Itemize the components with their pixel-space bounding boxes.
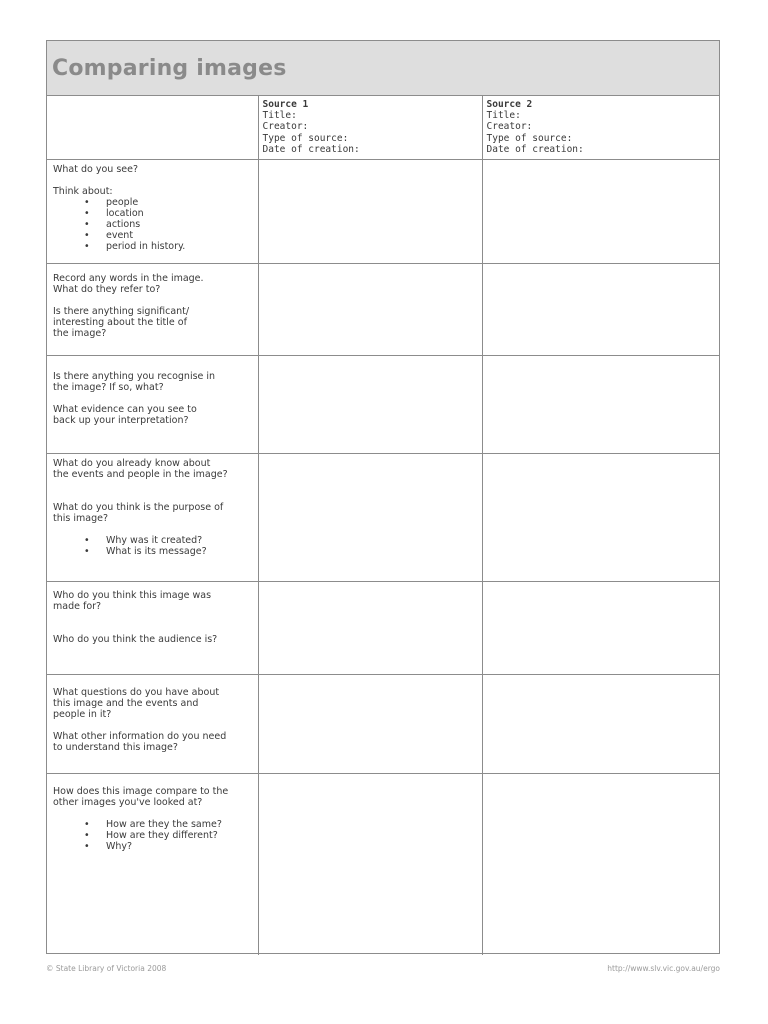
source-1-answer-cell[interactable] bbox=[258, 159, 482, 263]
question-cell bbox=[47, 453, 258, 581]
list-item: • period in history. bbox=[53, 241, 252, 252]
list-item: • What is its message? bbox=[53, 546, 252, 557]
question-text: Think about: bbox=[53, 185, 113, 197]
question-text: Is there anything significant/ interesting about the title of the image? bbox=[53, 305, 190, 339]
question-text: Is there anything you recognise in the image? If so, what? bbox=[53, 370, 216, 393]
header-empty-cell bbox=[47, 96, 258, 159]
source-1-answer-cell[interactable] bbox=[258, 453, 482, 581]
list-item: • event bbox=[53, 230, 252, 241]
table-row bbox=[47, 453, 719, 581]
list-item: • Why? bbox=[53, 841, 252, 852]
question-text: What do you see? bbox=[53, 163, 138, 175]
source-field-creator: Creator: bbox=[262, 121, 309, 133]
table-row bbox=[47, 159, 719, 263]
bullet-list bbox=[53, 535, 252, 557]
source-field-date: Date of creation: bbox=[262, 143, 360, 155]
source-field-title: Title: bbox=[262, 110, 297, 122]
source-heading: Source 2 bbox=[486, 99, 533, 110]
list-item: • How are they the same? bbox=[53, 819, 252, 830]
question-cell bbox=[47, 355, 258, 453]
source-2-answer-cell[interactable] bbox=[482, 263, 719, 355]
worksheet bbox=[46, 40, 720, 954]
question-cell bbox=[47, 581, 258, 674]
source-field-creator: Creator: bbox=[486, 121, 533, 133]
question-cell bbox=[47, 773, 258, 955]
question-text: Who do you think this image was made for? bbox=[53, 589, 212, 612]
source-field-type: Type of source: bbox=[262, 132, 349, 144]
question-text: What evidence can you see to back up your interpretation? bbox=[53, 403, 197, 426]
source-2-answer-cell[interactable] bbox=[482, 773, 719, 955]
question-text: What do you think is the purpose of this image? bbox=[53, 501, 224, 524]
list-item: • Why was it created? bbox=[53, 535, 252, 546]
source-heading: Source 1 bbox=[262, 99, 309, 110]
list-item: • How are they different? bbox=[53, 830, 252, 841]
source-2-answer-cell[interactable] bbox=[482, 581, 719, 674]
page-title: Comparing images bbox=[52, 55, 287, 81]
source-2-answer-cell[interactable] bbox=[482, 355, 719, 453]
source-field-type: Type of source: bbox=[486, 132, 573, 144]
source-1-answer-cell[interactable] bbox=[258, 263, 482, 355]
source-1-answer-cell[interactable] bbox=[258, 674, 482, 773]
source-2-answer-cell[interactable] bbox=[482, 674, 719, 773]
table-row bbox=[47, 355, 719, 453]
question-text: What other information do you need to understand this image? bbox=[53, 730, 227, 753]
table-row bbox=[47, 674, 719, 773]
source-2-answer-cell[interactable] bbox=[482, 453, 719, 581]
bullet-list bbox=[53, 197, 252, 252]
source-field-title: Title: bbox=[486, 110, 521, 122]
question-cell bbox=[47, 159, 258, 263]
comparison-table bbox=[47, 96, 719, 955]
list-item: • people bbox=[53, 197, 252, 208]
source-1-answer-cell[interactable] bbox=[258, 581, 482, 674]
table-row bbox=[47, 581, 719, 674]
footer-copyright: © State Library of Victoria 2008 bbox=[46, 964, 167, 973]
list-item: • actions bbox=[53, 219, 252, 230]
table-row bbox=[47, 773, 719, 955]
table-header-row bbox=[47, 96, 719, 159]
bullet-list bbox=[53, 819, 252, 852]
source-1-answer-cell[interactable] bbox=[258, 773, 482, 955]
source-1-header bbox=[258, 96, 482, 159]
question-text: What do you already know about the events and people in the image? bbox=[53, 457, 228, 480]
source-2-header bbox=[482, 96, 719, 159]
table-row bbox=[47, 263, 719, 355]
question-text: Record any words in the image. What do they refer to? bbox=[53, 272, 204, 295]
question-text: Who do you think the audience is? bbox=[53, 633, 218, 645]
footer-url[interactable]: http://www.slv.vic.gov.au/ergo bbox=[607, 964, 720, 973]
source-field-date: Date of creation: bbox=[486, 143, 584, 155]
source-1-answer-cell[interactable] bbox=[258, 355, 482, 453]
list-item: • location bbox=[53, 208, 252, 219]
question-cell bbox=[47, 674, 258, 773]
question-text: What questions do you have about this image and the events and people in it? bbox=[53, 686, 220, 720]
source-2-answer-cell[interactable] bbox=[482, 159, 719, 263]
question-cell bbox=[47, 263, 258, 355]
title-bar bbox=[47, 41, 719, 96]
question-text: How does this image compare to the other images you've looked at? bbox=[53, 785, 229, 808]
